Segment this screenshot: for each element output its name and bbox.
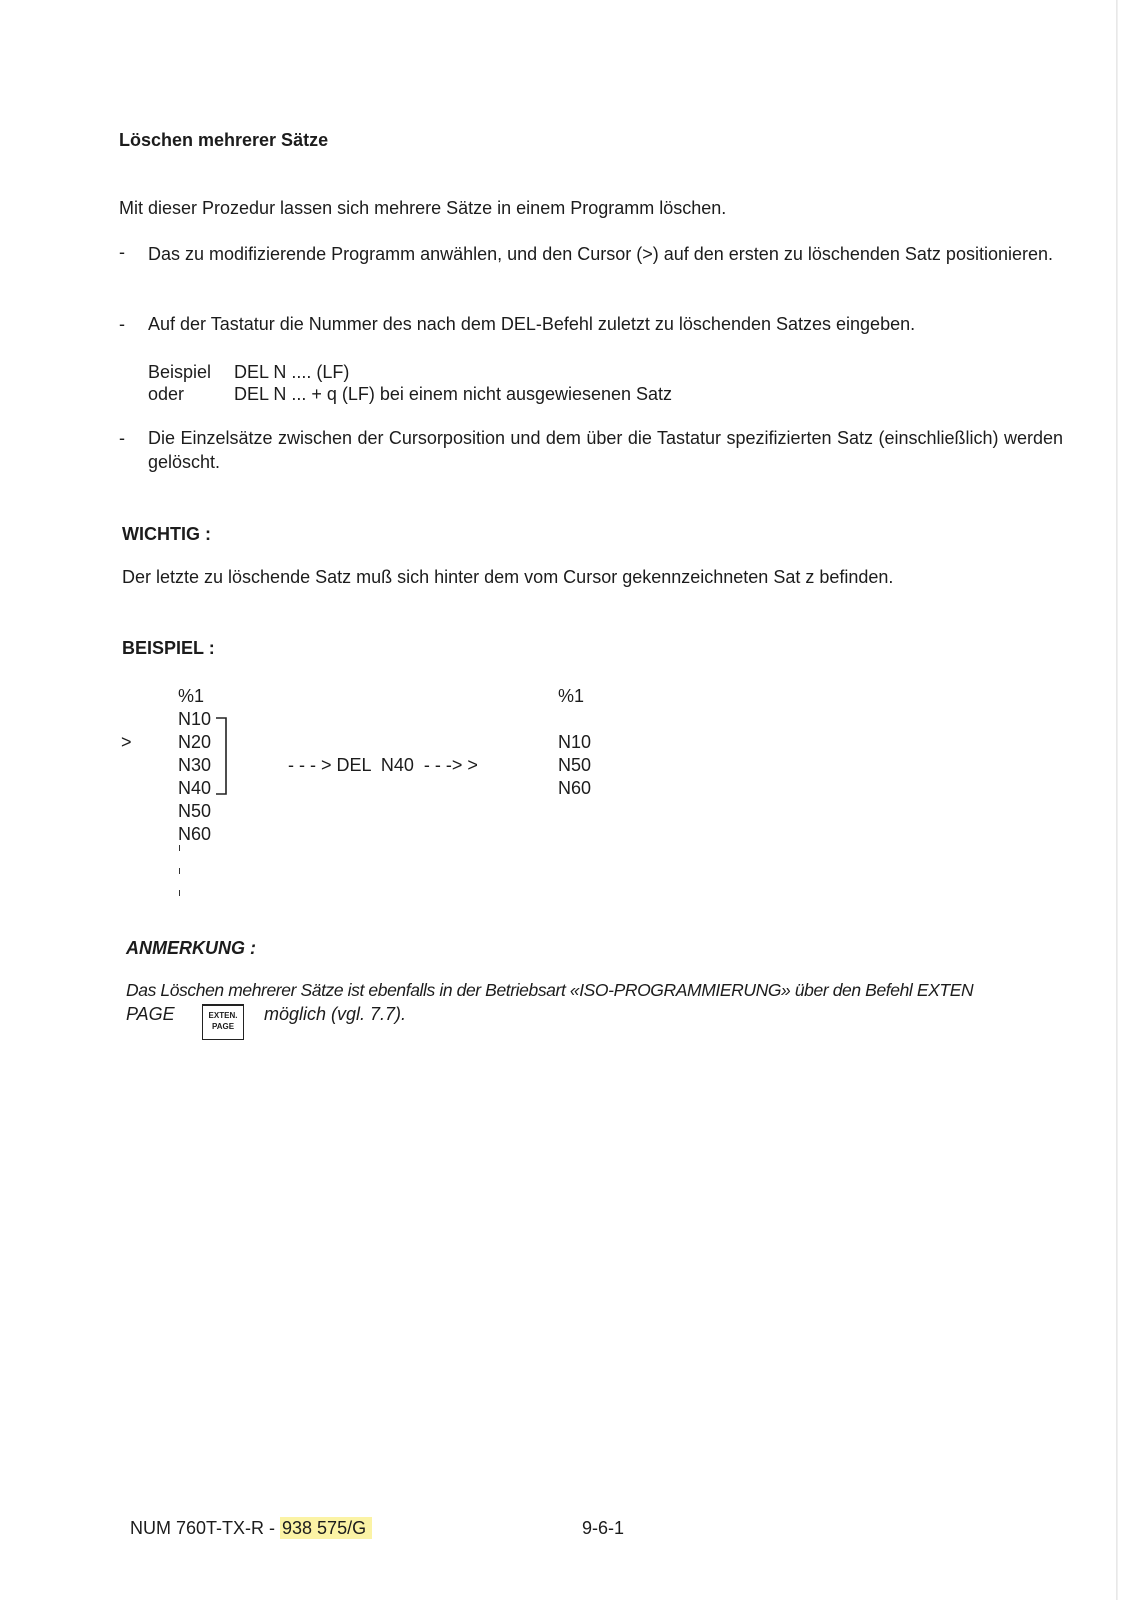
cursor-marker: > (121, 732, 132, 752)
note-line-2-end: möglich (vgl. 7.7). (264, 1004, 407, 1024)
before-line: N50 (178, 801, 212, 821)
intro-paragraph: Mit dieser Prozedur lassen sich mehrere Sätze in einem Programm löschen. (119, 198, 727, 218)
delete-arrow: - - - > DEL N40 - - -> > (288, 755, 478, 775)
page-number: 9-6-1 (582, 1518, 625, 1538)
before-line: N20 (178, 732, 212, 752)
before-line: %1 (178, 686, 205, 706)
after-line: N60 (558, 778, 592, 798)
example-command: DEL N .... (LF) (234, 362, 350, 382)
key-label-bottom: PAGE (211, 1022, 235, 1031)
important-text: Der letzte zu löschende Satz muß sich hinter dem vom Cursor gekennzeichneten Sat z befinden. (122, 567, 894, 587)
note-heading: ANMERKUNG : (126, 938, 256, 958)
key-label-top: EXTEN. (208, 1011, 238, 1020)
exten-page-key-icon (202, 1004, 244, 1040)
before-line: N10 (178, 709, 212, 729)
example-label: Beispiel (148, 362, 212, 382)
bullet-item-result: Die Einzelsätze zwischen der Cursorposition und dem über die Tastatur spezifizierten Satz (einschließlich) werden gelöscht. (148, 428, 1063, 472)
bullet-item-enter-number: Auf der Tastatur die Nummer des nach dem DEL-Befehl zuletzt zu löschenden Satzes eingeben. (148, 314, 916, 334)
bullet-item-select-program: Das zu modifizierende Programm anwählen, und den Cursor (>) auf den ersten zu löschenden Satz positionieren. (148, 244, 1054, 264)
footer-doc-code: 938 575/G (280, 1517, 372, 1539)
example-heading: BEISPIEL : (122, 638, 215, 658)
section-title: Löschen mehrerer Sätze (119, 130, 329, 150)
important-heading: WICHTIG : (122, 524, 211, 544)
continuation-tick (179, 890, 180, 896)
continuation-tick (179, 845, 180, 851)
before-line: N60 (178, 824, 212, 844)
bullet-dash: - (119, 428, 125, 448)
after-line: %1 (558, 686, 585, 706)
footer-doc-id (130, 1516, 372, 1540)
after-line: N50 (558, 755, 592, 775)
bullet-dash: - (119, 242, 125, 262)
continuation-tick (179, 868, 180, 874)
page-edge (1116, 0, 1118, 1600)
after-line: N10 (558, 732, 592, 752)
before-line: N40 (178, 778, 212, 798)
example-command: DEL N ... + q (LF) bei einem nicht ausgewiesenen Satz (234, 384, 673, 404)
before-line: N30 (178, 755, 212, 775)
note-line-2-start: PAGE (126, 1004, 175, 1024)
note-line-1: Das Löschen mehrerer Sätze ist ebenfalls in der Betriebsart «ISO-PROGRAMMIERUNG» über den Befehl EXTEN (126, 980, 974, 1000)
range-bracket-icon (210, 716, 234, 798)
footer-doc-prefix: NUM 760T-TX-R - (130, 1518, 281, 1538)
example-label: oder (148, 384, 185, 404)
bullet-dash: - (119, 314, 125, 334)
